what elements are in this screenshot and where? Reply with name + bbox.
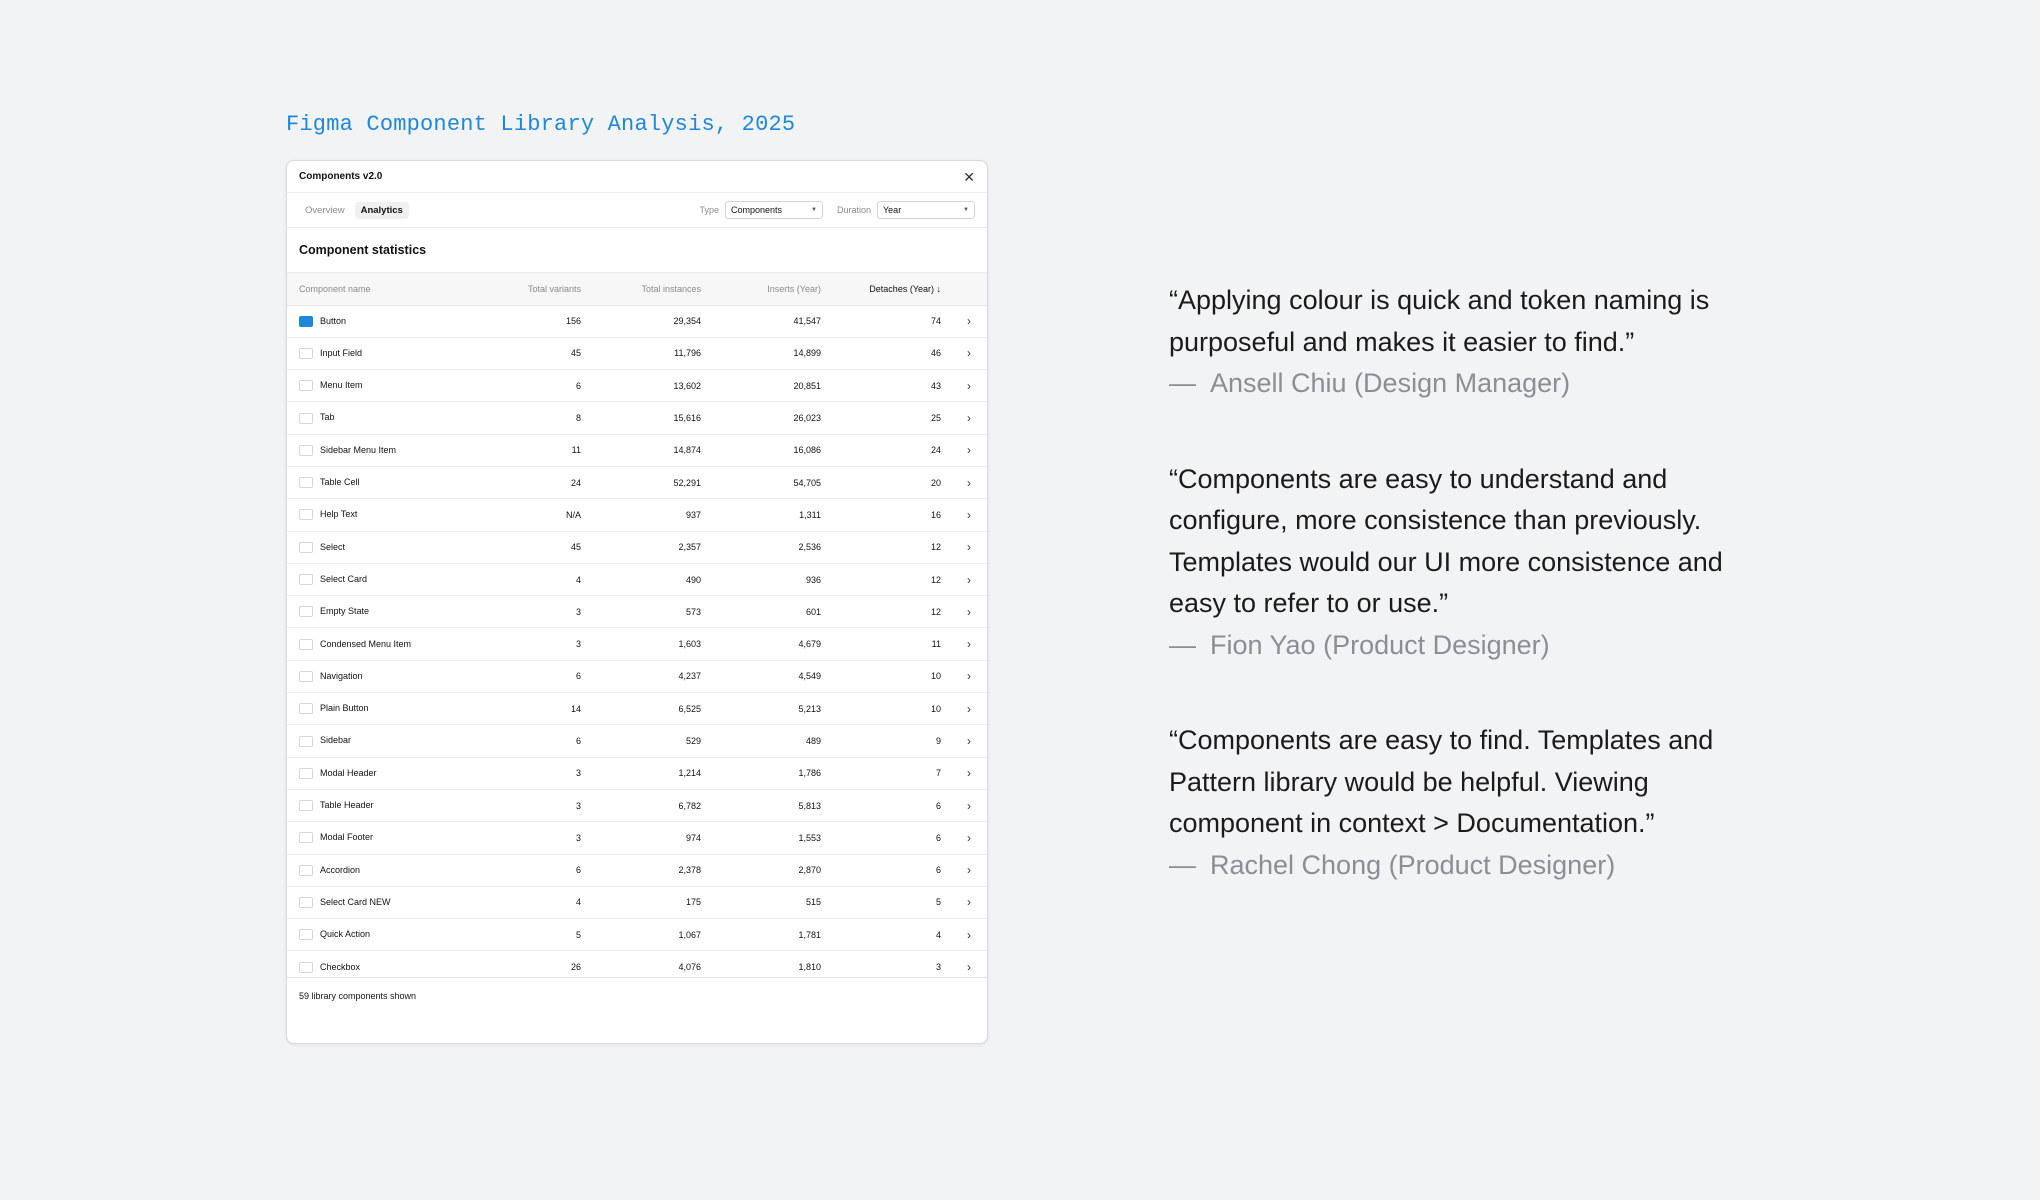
component-thumbnail-icon xyxy=(299,542,313,553)
inserts-cell: 2,870 xyxy=(711,854,831,886)
component-thumbnail-icon xyxy=(299,832,313,843)
component-thumbnail-icon xyxy=(299,445,313,456)
component-thumbnail-icon xyxy=(299,477,313,488)
chevron-right-icon[interactable]: › xyxy=(951,886,987,918)
component-name-cell xyxy=(287,466,491,498)
quote-author-name: Ansell Chiu (Design Manager) xyxy=(1210,368,1571,398)
component-name: Select Card xyxy=(320,573,368,584)
total-variants-cell: 4 xyxy=(491,563,591,595)
component-name: Modal Header xyxy=(320,767,377,778)
component-thumbnail-icon xyxy=(299,606,313,617)
components-panel xyxy=(286,160,988,1044)
component-name-cell xyxy=(287,919,491,951)
component-name-cell xyxy=(287,337,491,369)
table-row[interactable] xyxy=(287,466,987,498)
total-variants-cell: N/A xyxy=(491,499,591,531)
inserts-cell: 20,851 xyxy=(711,370,831,402)
chevron-right-icon[interactable]: › xyxy=(951,789,987,821)
component-name: Input Field xyxy=(320,347,363,358)
total-variants-cell: 3 xyxy=(491,596,591,628)
inserts-cell: 4,679 xyxy=(711,628,831,660)
quote-dash: — xyxy=(1169,368,1196,398)
quote-text: “Components are easy to understand and configure, more consistence than previously. Templates would our UI more consistence and easy to refer to or use.” xyxy=(1169,463,1723,618)
quote-author-name: Fion Yao (Product Designer) xyxy=(1210,629,1550,660)
quote-author xyxy=(1169,845,1729,887)
component-name-cell xyxy=(287,370,491,402)
inserts-cell: 16,086 xyxy=(711,434,831,466)
detaches-cell: 3 xyxy=(831,951,951,977)
detaches-cell: 12 xyxy=(831,563,951,595)
table-row[interactable] xyxy=(287,402,987,434)
quote-dash: — xyxy=(1169,629,1196,660)
chevron-right-icon[interactable]: › xyxy=(951,370,987,402)
total-variants-cell: 3 xyxy=(491,822,591,854)
chevron-right-icon[interactable]: › xyxy=(951,660,987,692)
component-name-cell xyxy=(287,693,491,725)
component-name-cell xyxy=(287,628,491,660)
chevron-right-icon[interactable]: › xyxy=(951,531,987,563)
chevron-right-icon[interactable]: › xyxy=(951,402,987,434)
duration-select[interactable] xyxy=(877,201,975,219)
component-name: Condensed Menu Item xyxy=(320,638,412,649)
component-name-cell xyxy=(287,596,491,628)
column-header-spacer xyxy=(951,273,987,305)
panel-footer: 59 library components shown xyxy=(287,977,987,1014)
chevron-right-icon[interactable]: › xyxy=(951,919,987,951)
inserts-cell: 601 xyxy=(711,596,831,628)
table-row[interactable] xyxy=(287,854,987,886)
total-instances-cell: 490 xyxy=(591,563,711,595)
inserts-cell: 54,705 xyxy=(711,466,831,498)
total-variants-cell: 6 xyxy=(491,725,591,757)
total-variants-cell: 6 xyxy=(491,660,591,692)
total-variants-cell: 45 xyxy=(491,337,591,369)
detaches-cell: 6 xyxy=(831,789,951,821)
inserts-cell: 41,547 xyxy=(711,305,831,337)
table-row[interactable] xyxy=(287,725,987,757)
filters xyxy=(685,201,975,219)
detaches-cell: 9 xyxy=(831,725,951,757)
table-row[interactable] xyxy=(287,919,987,951)
inserts-cell: 5,813 xyxy=(711,789,831,821)
component-thumbnail-icon xyxy=(299,736,313,747)
component-name-cell xyxy=(287,725,491,757)
duration-select-value: Year xyxy=(883,205,902,215)
page-caption: Figma Component Library Analysis, 2025 xyxy=(286,112,796,137)
stats-table xyxy=(287,273,987,977)
component-name: Table Header xyxy=(320,800,374,811)
table-row[interactable] xyxy=(287,337,987,369)
component-thumbnail-icon xyxy=(299,897,313,908)
component-name-cell xyxy=(287,402,491,434)
chevron-right-icon[interactable]: › xyxy=(951,466,987,498)
section-title: Component statistics xyxy=(287,228,987,273)
total-variants-cell: 6 xyxy=(491,370,591,402)
quote-1 xyxy=(1169,280,1729,405)
component-thumbnail-icon xyxy=(299,413,313,424)
detaches-cell: 16 xyxy=(831,499,951,531)
component-name: Empty State xyxy=(320,606,370,617)
inserts-cell: 1,553 xyxy=(711,822,831,854)
total-variants-cell: 24 xyxy=(491,466,591,498)
total-variants-cell: 8 xyxy=(491,402,591,434)
detaches-cell: 6 xyxy=(831,854,951,886)
table-row[interactable] xyxy=(287,660,987,692)
inserts-cell: 2,536 xyxy=(711,531,831,563)
component-name-cell xyxy=(287,822,491,854)
quote-author xyxy=(1169,363,1729,405)
total-variants-cell: 45 xyxy=(491,531,591,563)
inserts-cell: 26,023 xyxy=(711,402,831,434)
component-name-cell xyxy=(287,660,491,692)
chevron-right-icon[interactable]: › xyxy=(951,628,987,660)
total-instances-cell: 52,291 xyxy=(591,466,711,498)
chevron-right-icon[interactable]: › xyxy=(951,725,987,757)
total-variants-cell: 3 xyxy=(491,789,591,821)
table-header-row xyxy=(287,273,987,305)
detaches-cell: 20 xyxy=(831,466,951,498)
total-instances-cell: 29,354 xyxy=(591,305,711,337)
type-select-value: Components xyxy=(730,205,782,215)
total-instances-cell: 6,782 xyxy=(591,789,711,821)
tab-analytics[interactable]: Analytics xyxy=(355,202,409,219)
component-thumbnail-icon xyxy=(299,639,313,650)
type-filter-label: Type xyxy=(699,205,719,215)
component-thumbnail-icon xyxy=(299,703,313,714)
total-variants-cell: 11 xyxy=(491,434,591,466)
total-instances-cell: 4,076 xyxy=(591,951,711,977)
inserts-cell: 5,213 xyxy=(711,693,831,725)
column-header-instances[interactable]: Total instances xyxy=(591,273,711,305)
table-row[interactable] xyxy=(287,822,987,854)
component-name: Plain Button xyxy=(320,703,369,714)
chevron-right-icon[interactable]: › xyxy=(951,757,987,789)
panel-header xyxy=(287,161,987,193)
table-row[interactable] xyxy=(287,886,987,918)
component-thumbnail-icon xyxy=(299,962,313,973)
type-select[interactable] xyxy=(725,201,823,219)
table-row[interactable] xyxy=(287,434,987,466)
chevron-right-icon[interactable]: › xyxy=(951,822,987,854)
total-variants-cell: 6 xyxy=(491,854,591,886)
close-icon[interactable]: ✕ xyxy=(963,168,975,185)
table-row[interactable] xyxy=(287,370,987,402)
chevron-right-icon[interactable]: › xyxy=(951,337,987,369)
chevron-right-icon[interactable]: › xyxy=(951,499,987,531)
component-thumbnail-icon xyxy=(299,929,313,940)
component-name-cell xyxy=(287,886,491,918)
detaches-cell: 10 xyxy=(831,660,951,692)
inserts-cell: 936 xyxy=(711,563,831,595)
total-instances-cell: 1,214 xyxy=(591,757,711,789)
detaches-cell: 6 xyxy=(831,822,951,854)
detaches-cell: 25 xyxy=(831,402,951,434)
duration-filter-label: Duration xyxy=(836,205,871,215)
tab-overview[interactable]: Overview xyxy=(305,204,345,216)
component-name: Accordion xyxy=(320,864,361,875)
column-header-detaches[interactable]: Detaches (Year) ↓ xyxy=(831,273,951,305)
chevron-right-icon[interactable]: › xyxy=(951,563,987,595)
total-instances-cell: 1,067 xyxy=(591,919,711,951)
detaches-cell: 5 xyxy=(831,886,951,918)
component-name: Quick Action xyxy=(320,929,371,940)
component-thumbnail-icon xyxy=(299,316,313,327)
table-row[interactable] xyxy=(287,628,987,660)
stats-table-container[interactable] xyxy=(287,273,987,977)
component-name-cell xyxy=(287,854,491,886)
total-variants-cell: 14 xyxy=(491,693,591,725)
component-name: Table Cell xyxy=(320,477,360,488)
component-name: Tab xyxy=(320,412,335,423)
total-instances-cell: 573 xyxy=(591,596,711,628)
total-instances-cell: 974 xyxy=(591,822,711,854)
quote-2 xyxy=(1169,459,1729,667)
total-variants-cell: 3 xyxy=(491,628,591,660)
total-instances-cell: 937 xyxy=(591,499,711,531)
component-name: Navigation xyxy=(320,670,363,681)
total-instances-cell: 11,796 xyxy=(591,337,711,369)
component-name-cell xyxy=(287,951,491,977)
detaches-cell: 10 xyxy=(831,693,951,725)
inserts-cell: 1,810 xyxy=(711,951,831,977)
tabs-row xyxy=(287,193,987,228)
quote-author xyxy=(1169,625,1729,667)
component-name-cell xyxy=(287,531,491,563)
component-name-cell xyxy=(287,789,491,821)
quote-author-name: Rachel Chong (Product Designer) xyxy=(1210,849,1616,880)
total-variants-cell: 5 xyxy=(491,919,591,951)
total-instances-cell: 175 xyxy=(591,886,711,918)
table-row[interactable] xyxy=(287,305,987,337)
quote-dash: — xyxy=(1169,849,1196,880)
total-instances-cell: 2,378 xyxy=(591,854,711,886)
column-header-inserts[interactable]: Inserts (Year) xyxy=(711,273,831,305)
total-variants-cell: 4 xyxy=(491,886,591,918)
detaches-cell: 12 xyxy=(831,596,951,628)
table-row[interactable] xyxy=(287,596,987,628)
inserts-cell: 1,311 xyxy=(711,499,831,531)
component-name: Select Card NEW xyxy=(320,896,391,907)
table-row[interactable] xyxy=(287,563,987,595)
inserts-cell: 4,549 xyxy=(711,660,831,692)
component-name: Checkbox xyxy=(320,961,361,972)
detaches-cell: 12 xyxy=(831,531,951,563)
component-thumbnail-icon xyxy=(299,768,313,779)
inserts-cell: 14,899 xyxy=(711,337,831,369)
detaches-cell: 43 xyxy=(831,370,951,402)
table-row[interactable] xyxy=(287,693,987,725)
component-name: Sidebar xyxy=(320,735,352,746)
chevron-right-icon[interactable]: › xyxy=(951,951,987,977)
detaches-cell: 46 xyxy=(831,337,951,369)
component-name-cell xyxy=(287,757,491,789)
component-name: Button xyxy=(320,315,347,326)
component-name: Select xyxy=(320,541,346,552)
panel-title: Components v2.0 xyxy=(299,171,383,182)
detaches-cell: 74 xyxy=(831,305,951,337)
chevron-right-icon[interactable]: › xyxy=(951,596,987,628)
component-thumbnail-icon xyxy=(299,800,313,811)
component-name-cell xyxy=(287,305,491,337)
component-name: Sidebar Menu Item xyxy=(320,444,397,455)
total-instances-cell: 14,874 xyxy=(591,434,711,466)
column-header-variants[interactable]: Total variants xyxy=(491,273,591,305)
total-instances-cell: 13,602 xyxy=(591,370,711,402)
total-instances-cell: 2,357 xyxy=(591,531,711,563)
inserts-cell: 489 xyxy=(711,725,831,757)
total-instances-cell: 4,237 xyxy=(591,660,711,692)
chevron-down-icon: ▼ xyxy=(811,207,817,213)
detaches-cell: 7 xyxy=(831,757,951,789)
total-instances-cell: 529 xyxy=(591,725,711,757)
chevron-right-icon[interactable]: › xyxy=(951,854,987,886)
total-instances-cell: 15,616 xyxy=(591,402,711,434)
chevron-right-icon[interactable]: › xyxy=(951,434,987,466)
component-thumbnail-icon xyxy=(299,509,313,520)
table-row[interactable] xyxy=(287,757,987,789)
inserts-cell: 515 xyxy=(711,886,831,918)
inserts-cell: 1,781 xyxy=(711,919,831,951)
quotes xyxy=(1169,280,1729,940)
chevron-down-icon: ▼ xyxy=(963,207,969,213)
component-name-cell xyxy=(287,499,491,531)
chevron-right-icon[interactable]: › xyxy=(951,305,987,337)
detaches-cell: 4 xyxy=(831,919,951,951)
component-thumbnail-icon xyxy=(299,348,313,359)
component-name: Help Text xyxy=(320,509,358,520)
quote-text: “Applying colour is quick and token naming is purposeful and makes it easier to find.” xyxy=(1169,285,1710,357)
component-thumbnail-icon xyxy=(299,671,313,682)
quote-text: “Components are easy to find. Templates and Pattern library would be helpful. Viewing component in context > Documentation.” xyxy=(1169,725,1714,838)
table-row[interactable] xyxy=(287,499,987,531)
component-thumbnail-icon xyxy=(299,574,313,585)
component-thumbnail-icon xyxy=(299,380,313,391)
total-variants-cell: 26 xyxy=(491,951,591,977)
column-header-name[interactable]: Component name xyxy=(287,273,491,305)
table-row[interactable] xyxy=(287,789,987,821)
detaches-cell: 11 xyxy=(831,628,951,660)
total-instances-cell: 1,603 xyxy=(591,628,711,660)
component-name-cell xyxy=(287,434,491,466)
total-variants-cell: 156 xyxy=(491,305,591,337)
component-name-cell xyxy=(287,563,491,595)
quote-3 xyxy=(1169,720,1729,886)
total-variants-cell: 3 xyxy=(491,757,591,789)
component-name: Modal Footer xyxy=(320,832,374,843)
component-name: Menu Item xyxy=(320,380,363,391)
inserts-cell: 1,786 xyxy=(711,757,831,789)
component-thumbnail-icon xyxy=(299,865,313,876)
chevron-right-icon[interactable]: › xyxy=(951,693,987,725)
table-row[interactable] xyxy=(287,951,987,977)
table-row[interactable] xyxy=(287,531,987,563)
detaches-cell: 24 xyxy=(831,434,951,466)
total-instances-cell: 6,525 xyxy=(591,693,711,725)
